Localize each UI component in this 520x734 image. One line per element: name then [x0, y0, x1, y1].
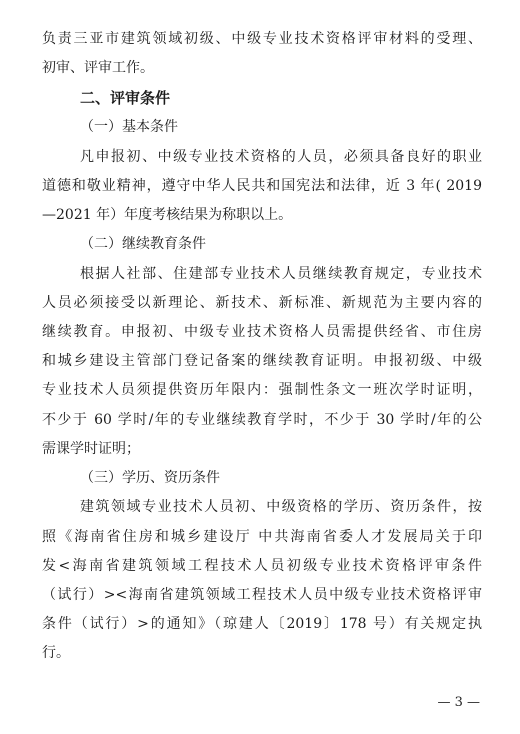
body-line: 初审、评审工作。 — [42, 60, 154, 76]
body-line: 需课学时证明； — [42, 441, 140, 457]
body-line: 条件（试行）>的通知》（琼建人〔2019〕178 号）有关规定执 — [42, 616, 482, 632]
subsection-heading: （二）继续教育条件 — [80, 236, 206, 252]
body-line: —2021 年）年度考核结果为称职以上。 — [42, 207, 293, 223]
body-line: 不少于 60 学时/年的专业继续教育学时，不少于 30 学时/年的公 — [42, 412, 482, 428]
body-line: 专业技术人员须提供资历年限内：强制性条文一班次学时证明， — [42, 382, 482, 398]
body-line: 照《海南省住房和城乡建设厅 中共海南省委人才发展局关于印 — [42, 529, 482, 545]
body-line: 负责三亚市建筑领域初级、中级专业技术资格评审材料的受理、 — [42, 31, 482, 47]
body-line: 道德和敬业精神，遵守中华人民共和国宪法和法律，近 3 年( 2019 — [42, 178, 482, 194]
page-number: — 3 — — [437, 695, 480, 710]
body-line: 发<海南省建筑领域工程技术人员初级专业技术资格评审条件 — [42, 558, 482, 574]
body-line: 根据人社部、住建部专业技术人员继续教育规定，专业技术 — [80, 266, 482, 282]
body-line: 和城乡建设主管部门登记备案的继续教育证明。申报初级、中级 — [42, 353, 482, 369]
section-heading: 二、评审条件 — [80, 89, 171, 107]
body-line: （试行）><海南省建筑领域工程技术人员中级专业技术资格评审 — [42, 587, 482, 603]
body-line: 凡申报初、中级专业技术资格的人员，必须具备良好的职业 — [80, 149, 482, 165]
body-line: 人员必须接受以新理论、新技术、新标准、新规范为主要内容的 — [42, 295, 482, 311]
body-line: 建筑领域专业技术人员初、中级资格的学历、资历条件，按 — [80, 499, 482, 515]
body-line: 行。 — [42, 645, 70, 661]
subsection-heading: （一）基本条件 — [80, 119, 178, 135]
body-line: 继续教育。申报初、中级专业技术资格人员需提供经省、市住房 — [42, 324, 482, 340]
subsection-heading: （三）学历、资历条件 — [80, 470, 220, 486]
